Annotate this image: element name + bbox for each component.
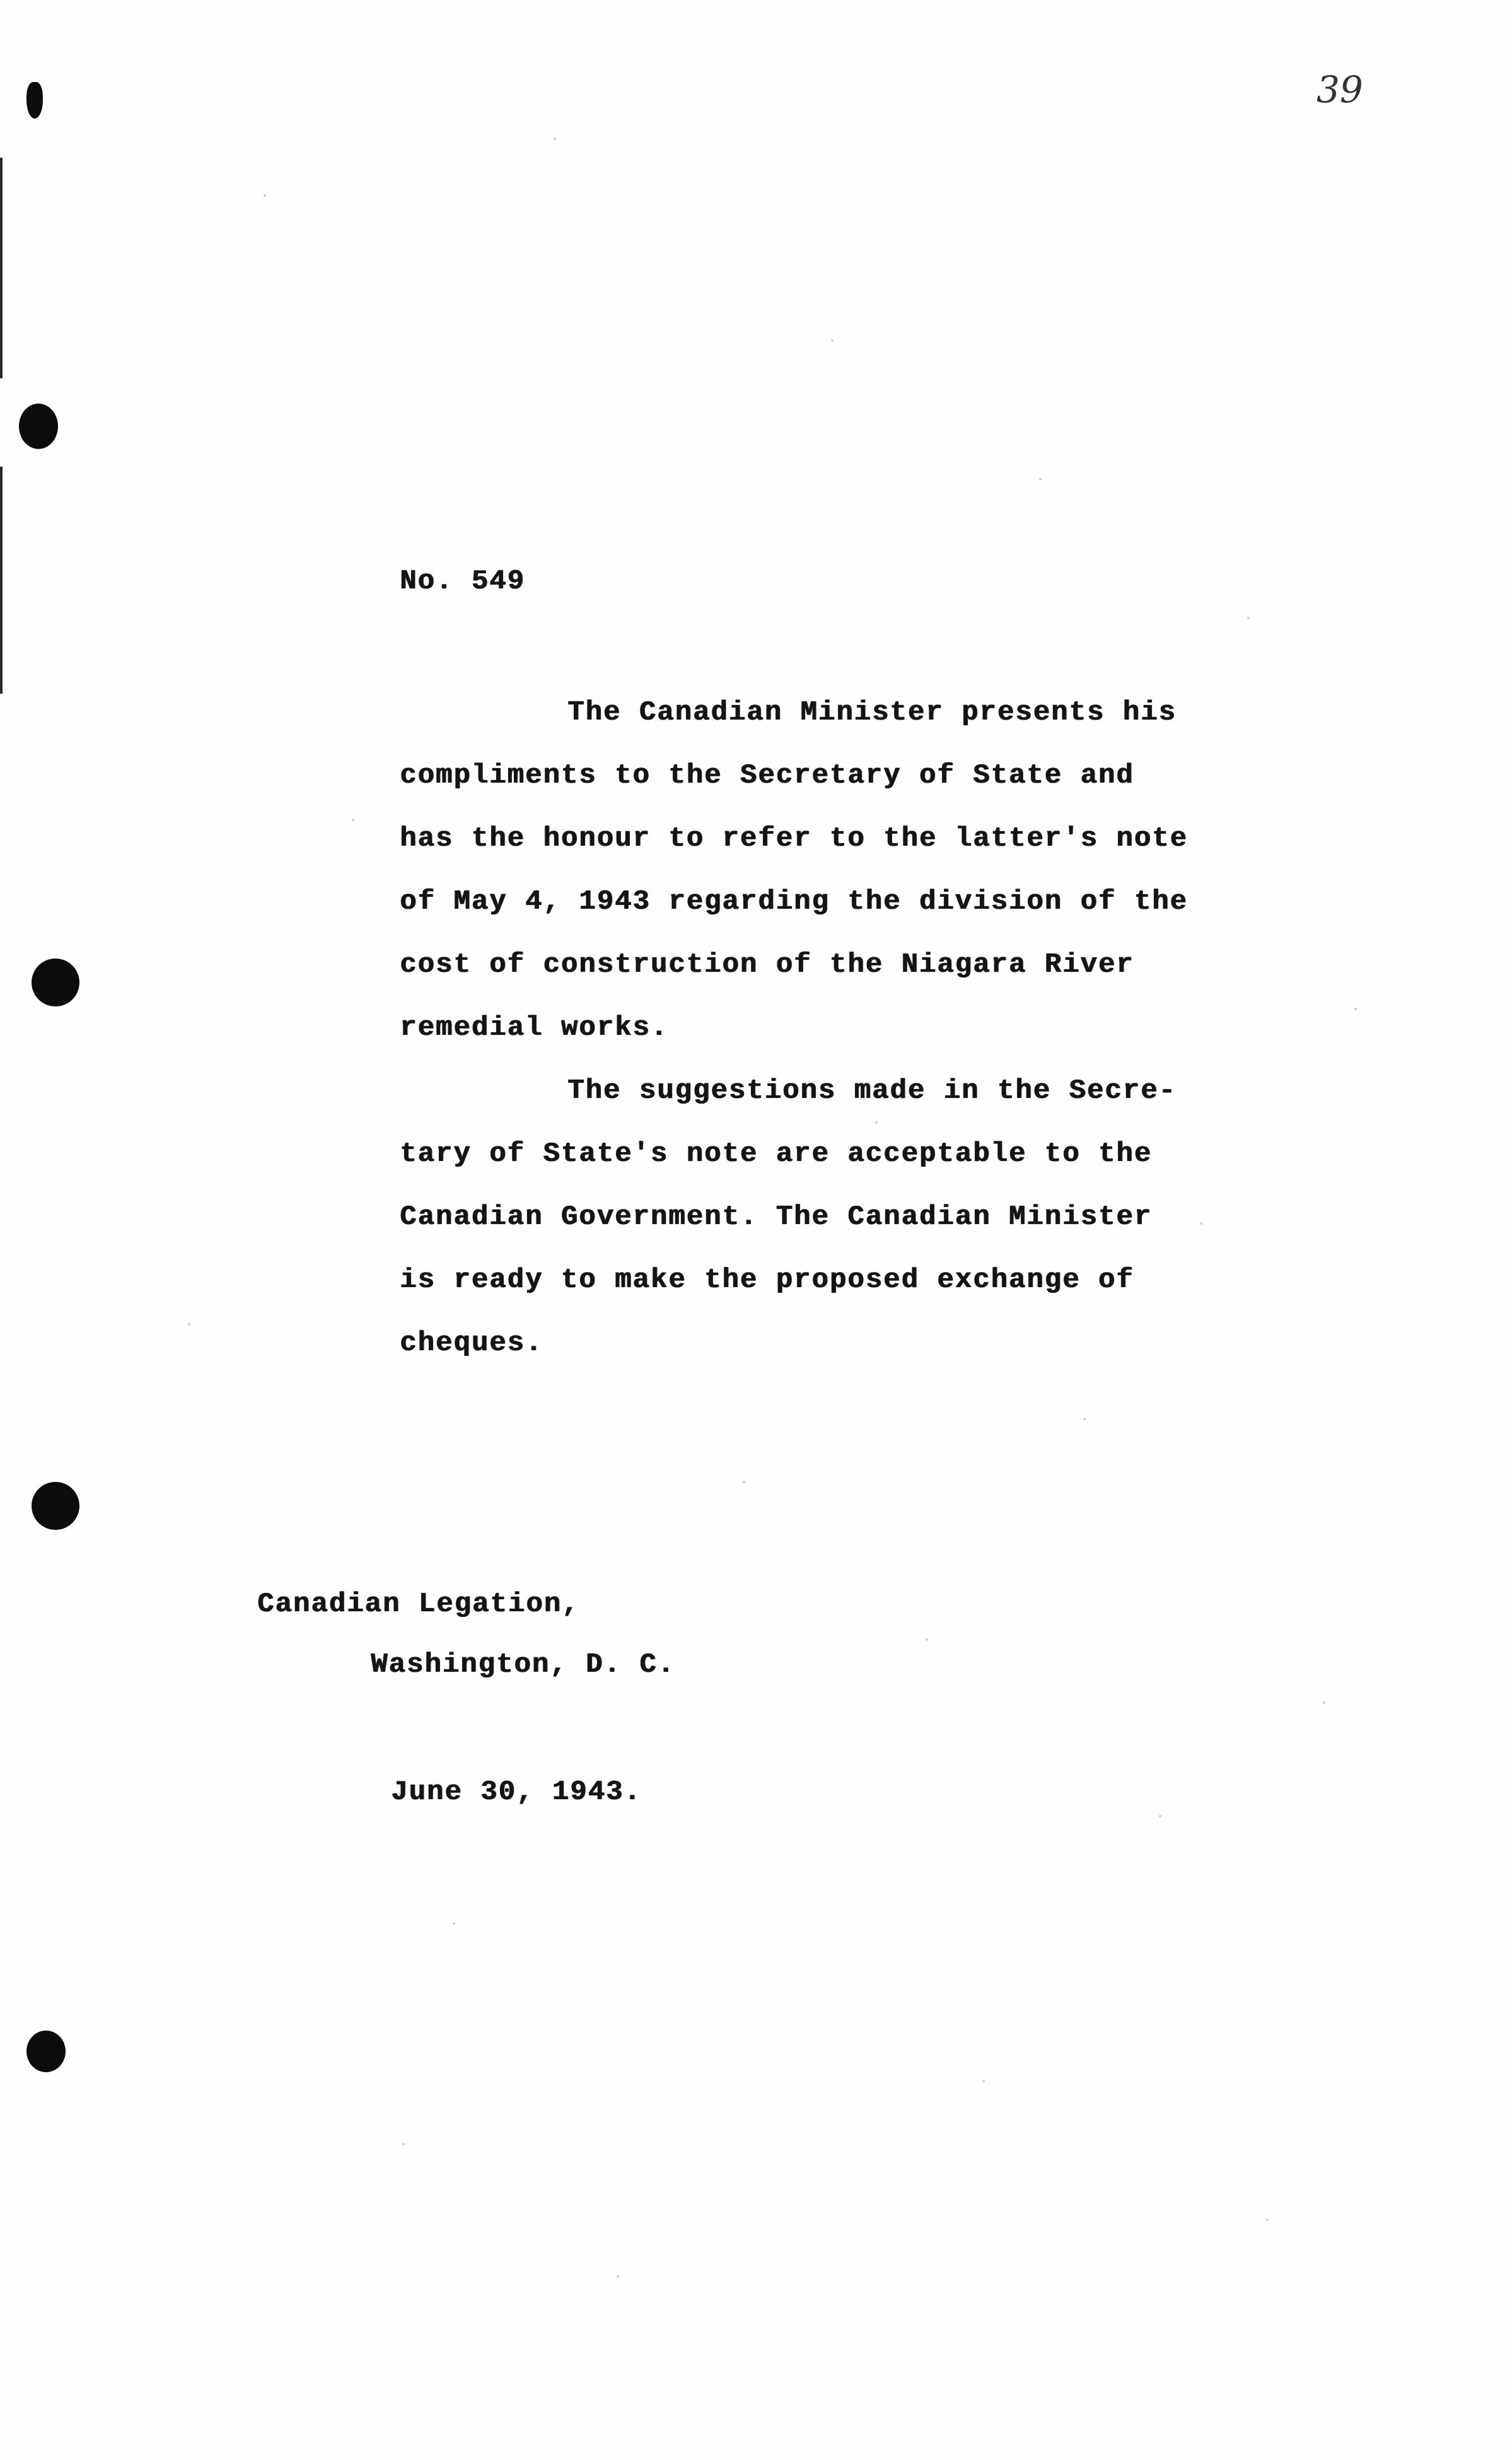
body-line-3: has the honour to refer to the latter's note — [400, 823, 1188, 854]
body-line-4: of May 4, 1943 regarding the division of the — [400, 886, 1188, 918]
punch-hole-upper — [19, 404, 58, 449]
punch-hole-bottom — [26, 2031, 66, 2072]
letter-date: June 30, 1943. — [391, 1776, 642, 1808]
page-number: 39 — [1317, 68, 1363, 111]
body-line-1: The Canadian Minister presents his — [567, 697, 1177, 728]
punch-hole-top — [26, 82, 43, 119]
body-line-9: Canadian Government. The Canadian Minister — [400, 1201, 1152, 1233]
body-line-8: tary of State's note are acceptable to the — [400, 1138, 1152, 1170]
body-line-2: compliments to the Secretary of State and — [400, 760, 1134, 791]
note-number: No. 549 — [400, 566, 525, 597]
punch-hole-lower — [32, 1482, 79, 1530]
body-line-11: cheques. — [400, 1327, 544, 1359]
left-edge-mark-middle — [0, 467, 3, 694]
left-edge-mark-top — [0, 158, 3, 378]
body-line-10: is ready to make the proposed exchange of — [400, 1264, 1134, 1296]
body-line-7: The suggestions made in the Secre- — [567, 1075, 1177, 1107]
body-line-5: cost of construction of the Niagara River — [400, 949, 1134, 981]
body-line-6: remedial works. — [400, 1012, 669, 1044]
legation-city: Washington, D. C. — [371, 1649, 675, 1681]
punch-hole-middle — [32, 959, 79, 1006]
legation-name: Canadian Legation, — [257, 1589, 580, 1620]
